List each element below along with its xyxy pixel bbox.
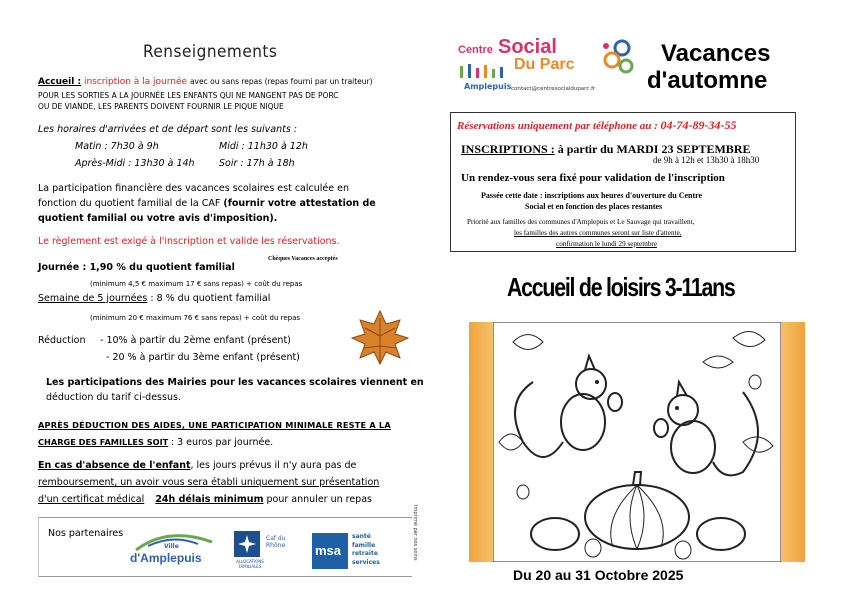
cs-du-parc: Du Parc: [514, 56, 575, 73]
journee-line: Journée : 1,90 % du quotient familial: [38, 262, 235, 273]
caf-name: Caf du Rhône: [266, 535, 286, 549]
passee-line-2: Social et en fonction des places restantes: [525, 202, 663, 211]
priorite-line-3: confirmation le lundi 29 septembre: [556, 240, 657, 248]
illustration: [469, 322, 805, 562]
logo-amplepuis-ville: Ville: [164, 543, 179, 550]
msa-line: santé: [352, 533, 371, 540]
passee-line-1: Passée cette date : inscriptions aux heures d'ouverture du Centre: [481, 191, 703, 200]
apres-line-1: APRÈS DÉDUCTION DES AIDES, UNE PARTICIPATION MINIMALE RESTE A LA: [38, 420, 391, 430]
autumn-leaf-icon: [350, 308, 410, 366]
horaires-intro: Les horaires d'arrivées et de départ sont les suivants :: [38, 124, 298, 135]
cs-centre: Centre: [458, 44, 493, 56]
cs-circles-icon: [594, 38, 640, 78]
horaire-apres-midi: Après-Midi : 13h30 à 14h: [75, 158, 195, 169]
reduction-line-1: - 10% à partir du 2ème enfant (présent): [100, 335, 291, 346]
reglement-line: Le règlement est exigé à l'inscription et valide les réservations.: [38, 236, 340, 247]
financiere-line-3: quotient familial ou votre avis d'imposition).: [38, 213, 278, 224]
cheques-note: Chèques Vacances acceptés: [268, 256, 338, 262]
horaire-matin: Matin : 7h30 à 9h: [75, 141, 159, 152]
sorties-line-1: POUR LES SORTIES A LA JOURNÉE LES ENFANTS QUI NE MANGENT PAS DE PORC: [38, 91, 339, 100]
caf-emblem-icon: [234, 531, 260, 557]
imprime-note: Imprimé par nos soins: [412, 505, 418, 561]
accueil-line: Accueil : inscription à la journée avec ou sans repas (repas fourni par un traiteur): [38, 77, 373, 87]
logo-amplepuis: [128, 528, 218, 568]
horaire-midi: Midi : 11h30 à 12h: [219, 141, 308, 152]
cs-email: contact@centresocialduparc.fr: [511, 86, 596, 92]
msa-line: retraite: [352, 550, 378, 557]
inscriptions-line: INSCRIPTIONS : à partir du MARDI 23 SEPTEMBRE: [461, 142, 751, 156]
semaine-note: (minimum 20 € maximum 76 € sans repas) + coût du repas: [90, 314, 301, 322]
cs-figures-icon: [458, 60, 508, 80]
priorite-line-2: les familles des autres communes seront sur liste d'attente,: [514, 229, 682, 237]
cs-social: Social: [498, 36, 557, 58]
msa-lines: [352, 533, 380, 567]
reduction-label: Réduction: [38, 335, 86, 346]
rdv-line: Un rendez-vous sera fixé pour validation de l'inscription: [461, 172, 725, 184]
sorties-line-2: OU DE VIANDE, LES PARENTS DOIVENT FOURNIR LE PIQUE NIQUE: [38, 102, 284, 111]
msa-line: famille: [352, 541, 376, 549]
logo-amplepuis-name: d'Amplepuis: [130, 551, 202, 565]
priorite-line-1: Priorité aux familles des communes d'Amplepuis et Le Sauvage qui travaillent,: [467, 218, 695, 226]
journee-note: (minimum 4,5 € maximum 17 € sans repas) + coût du repas: [90, 280, 303, 288]
squirrels-pumpkin-illustration: [493, 322, 781, 562]
accueil-loisirs-title: Accueil de loisirs 3-11ans: [507, 272, 735, 302]
left-title: Renseignements: [143, 42, 278, 62]
title-vacances: Vacances: [661, 40, 771, 67]
partners-label: Nos partenaires: [48, 528, 124, 539]
reduction-line-2: - 20 % à partir du 3ème enfant (présent): [106, 352, 300, 363]
apres-line-2: CHARGE DES FAMILLES SOIT : 3 euros par journée.: [38, 437, 274, 448]
financiere-line-2: fonction du quotient familial de la CAF (fournir votre attestation de: [38, 198, 376, 209]
dates-line: Du 20 au 31 Octobre 2025: [513, 567, 684, 583]
mairies-line-2: déduction du tarif ci-dessus.: [46, 392, 181, 403]
cs-amplepuis: Amplepuis: [464, 82, 512, 91]
caf-allocations: ALLOCATIONS FAMILIALES: [236, 559, 264, 569]
title-automne: d'automne: [647, 67, 768, 94]
absence-line-1: En cas d'absence de l'enfant, les jours prévus il n'y aura pas de: [38, 460, 357, 471]
semaine-line: Semaine de 5 journées : 8 % du quotient familial: [38, 293, 271, 304]
right-panel: [421, 0, 842, 595]
reservation-line: Réservations uniquement par téléphone au : 04-74-89-34-55: [457, 118, 737, 132]
msa-line: services: [352, 558, 380, 566]
msa-mark: [312, 533, 348, 569]
logo-msa: [312, 531, 394, 571]
inscriptions-hours: de 9h à 12h et 13h30 à 18h30: [653, 155, 760, 165]
absence-line-3: d'un certificat médical 24h délais minimum pour annuler un repas: [38, 494, 372, 505]
absence-line-2: remboursement, un avoir vous sera établi uniquement sur présentation: [38, 477, 380, 488]
horaire-soir: Soir : 17h à 18h: [219, 158, 295, 169]
msa-mark-text: msa: [315, 543, 342, 558]
financiere-line-1: La participation financière des vacances scolaires est calculée en: [38, 183, 349, 194]
logo-caf: [226, 529, 306, 571]
logo-centre-social: [456, 38, 641, 100]
mairies-line-1: Les participations des Mairies pour les vacances scolaires viennent en: [46, 377, 424, 388]
